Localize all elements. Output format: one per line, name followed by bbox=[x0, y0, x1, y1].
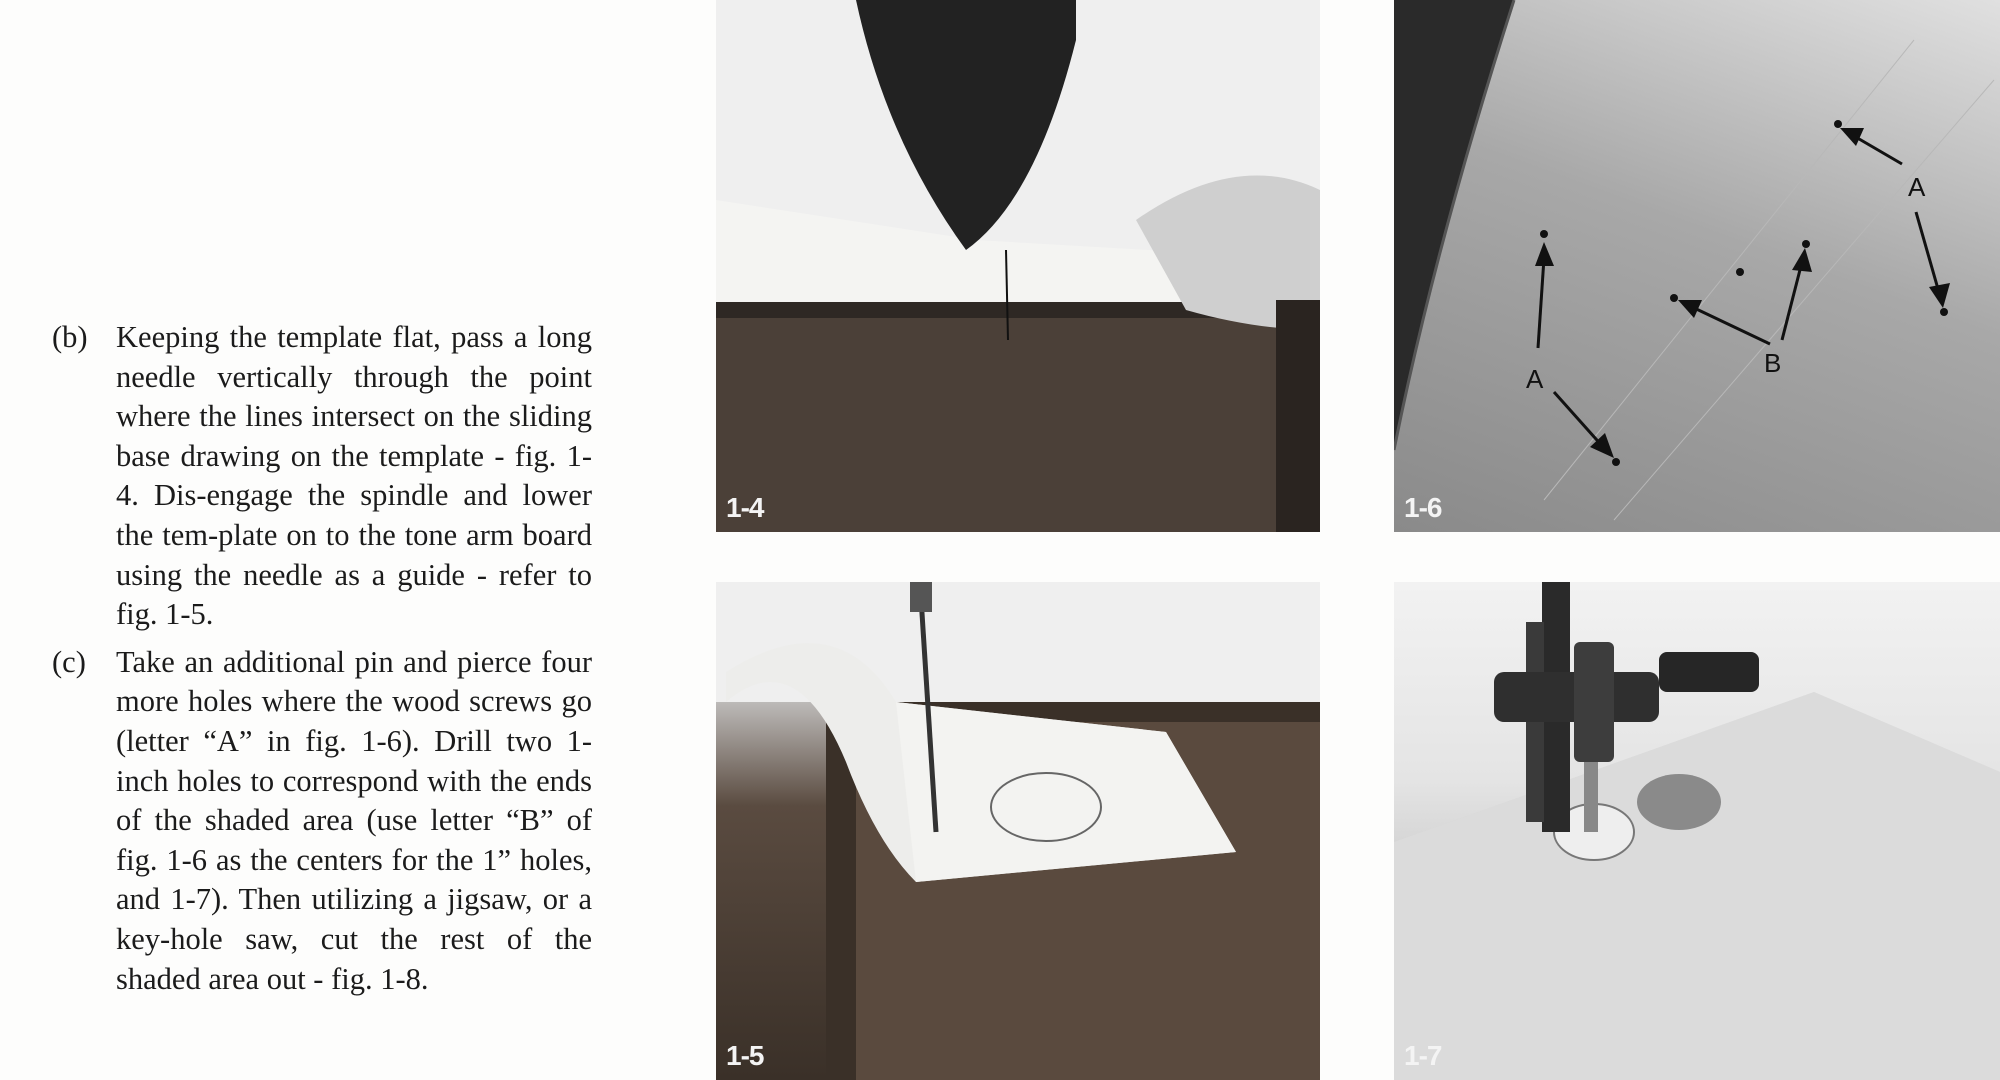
step-text: Take an additional pin and pierce four more holes where the wood screws go (letter “A” in fig. 1-6). Drill two 1-inch holes to correspond with the ends of the shaded area (use letter “B” of fig. 1-6 as the centers for the 1” holes, and 1-7). Then utilizing a jigsaw, or a key-hole saw, cut the rest of the shaded area out - fig. 1-8. bbox=[116, 644, 592, 996]
callout-a-bottom: A bbox=[1526, 364, 1544, 394]
step-marker: (b) bbox=[52, 320, 88, 354]
figure-1-5 bbox=[716, 582, 1320, 1080]
figure-1-6 bbox=[1394, 0, 2000, 532]
step-c bbox=[52, 643, 592, 999]
hand-needle-template-photo bbox=[716, 0, 1320, 532]
instruction-text bbox=[52, 318, 592, 1007]
figure-1-4 bbox=[716, 0, 1320, 532]
step-text: Keeping the template flat, pass a long needle vertically through the point where the lines intersect on the sliding base drawing on the template - fig. 1-4. Dis-engage the spindle and lower the tem-plate on to the tone arm board using the needle as a guide - refer to fig. 1-5. bbox=[116, 320, 592, 632]
wood-board-holes-photo bbox=[1394, 0, 2000, 532]
figure-label: 1-6 bbox=[1404, 492, 1442, 523]
callout-a-top: A bbox=[1908, 172, 1926, 202]
hole-cutter-drill-photo bbox=[1394, 582, 2000, 1080]
step-marker: (c) bbox=[52, 644, 86, 679]
step-b bbox=[52, 318, 592, 635]
figure-label: 1-5 bbox=[726, 1040, 764, 1071]
figure-label: 1-4 bbox=[726, 492, 764, 523]
needle-through-template-photo bbox=[716, 582, 1320, 1080]
figure-1-7 bbox=[1394, 582, 2000, 1080]
callout-b: B bbox=[1764, 348, 1782, 378]
figure-label: 1-7 bbox=[1404, 1040, 1442, 1071]
